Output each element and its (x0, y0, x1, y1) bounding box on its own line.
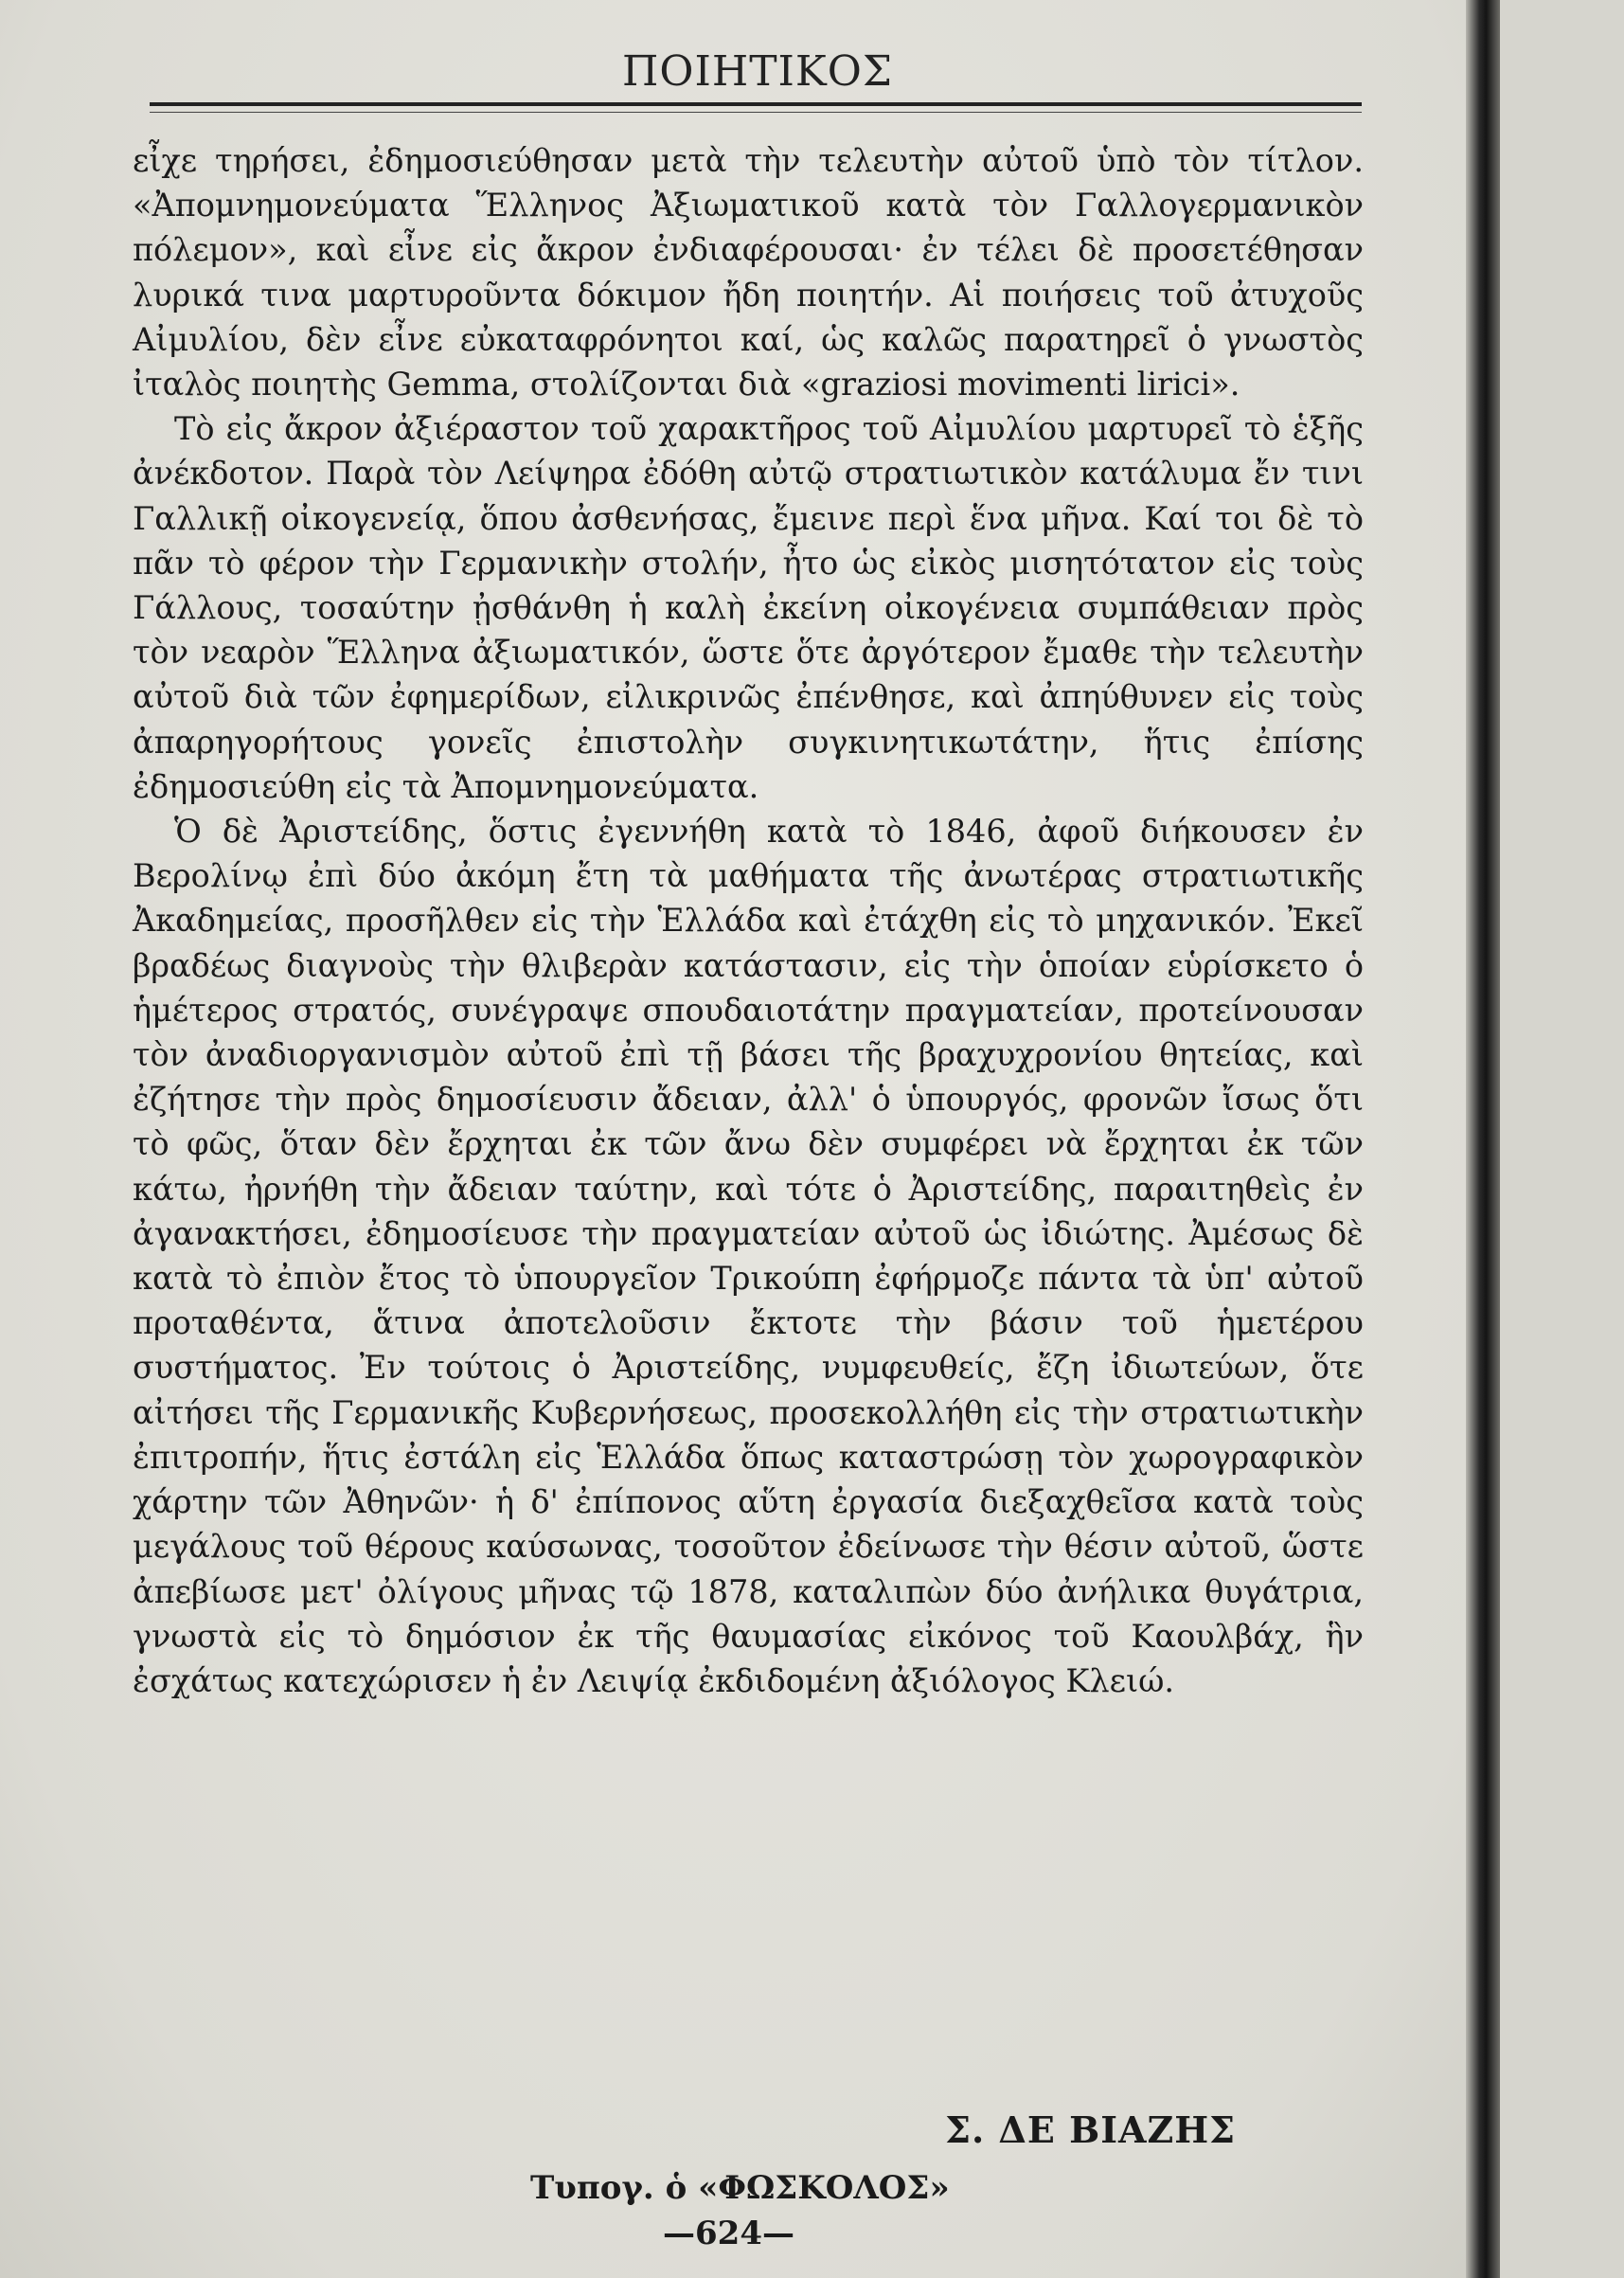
printer-imprint: Τυπογ. ὁ «ΦΩΣΚΟΛΟΣ» (530, 2169, 950, 2207)
book-binding-gutter (1466, 0, 1500, 2278)
body-text (133, 138, 1364, 1703)
adjacent-page-edge (1500, 0, 1624, 2278)
author-signature: Σ. ΔΕ ΒΙΑΖΗΣ (945, 2108, 1236, 2151)
page-number: —624— (663, 2215, 794, 2252)
paragraph-2: Τὸ εἰς ἄκρον ἀξιέραστον τοῦ χαρακτῆρος τοῦ Αἰμυλίου μαρτυρεῖ τὸ ἑξῆς ἀνέκδοτον. Παρὰ τὸν Λείψηρα ἐδόθη αὐτῷ στρατιωτικὸν κατάλυμα ἔν τινι Γαλλικῇ οἰκογενείᾳ, ὅπου ἀσθενήσας, ἔμεινε περὶ ἕνα μῆνα. Καί τοι δὲ τὸ πᾶν τὸ φέρον τὴν Γερμανικὴν στολήν, ἦτο ὡς εἰκὸς μισητότατον εἰς τοὺς Γάλλους, τοσαύτην ᾐσθάνθη ἡ καλὴ ἐκείνη οἰκογένεια συμπάθειαν πρὸς τὸν νεαρὸν Ἕλληνα ἀξιωματικόν, ὥστε ὅτε ἀργότερον ἔμαθε τὴν τελευτὴν αὐτοῦ διὰ τῶν ἐφημερίδων, εἰλικρινῶς ἐπένθησε, καὶ ἀπηύθυνεν εἰς τοὺς ἀπαρηγορήτους γονεῖς ἐπιστολὴν συγκινητικωτάτην, ἥτις ἐπίσης ἐδημοσιεύθη εἰς τὰ Ἀπομνημονεύματα. (133, 410, 1364, 805)
header-rule-thin (150, 112, 1362, 113)
header-rule (150, 102, 1362, 106)
running-head: ΠΟΙΗΤΙΚΟΣ (622, 47, 893, 96)
paragraph-1: εἶχε τηρήσει, ἐδημοσιεύθησαν μετὰ τὴν τελευτὴν αὐτοῦ ὑπὸ τὸν τίτλον. «Ἀπομνημονεύματα Ἕλληνος Ἀξιωματικοῦ κατὰ τὸν Γαλλογερμανικὸν πόλεμον», καὶ εἶνε εἰς ἄκρον ἐνδιαφέρουσαι· ἐν τέλει δὲ προσετέθησαν λυρικά τινα μαρτυροῦντα δόκιμον ἤδη ποιητήν. Αἱ ποιήσεις τοῦ ἀτυχοῦς Αἰμυλίου, δὲν εἶνε εὐκαταφρόνητοι καί, ὡς καλῶς παρατηρεῖ ὁ γνωστὸς ἰταλὸς ποιητὴς Gemma, στολίζονται διὰ «graziosi movimenti lirici». (133, 142, 1364, 404)
paragraph-3: Ὁ δὲ Ἀριστείδης, ὅστις ἐγεννήθη κατὰ τὸ 1846, ἀφοῦ διήκουσεν ἐν Βερολίνῳ ἐπὶ δύο ἀκόμη ἔτη τὰ μαθήματα τῆς ἀνωτέρας στρατιωτικῆς Ἀκαδημείας, προσῆλθεν εἰς τὴν Ἑλλάδα καὶ ἐτάχθη εἰς τὸ μηχανικόν. Ἐκεῖ βραδέως διαγνοὺς τὴν θλιβερὰν κατάστασιν, εἰς τὴν ὁποίαν εὑρίσκετο ὁ ἡμέτερος στρατός, συνέγραψε σπουδαιοτάτην πραγματείαν, προτείνουσαν τὸν ἀναδιοργανισμὸν αὐτοῦ ἐπὶ τῇ βάσει τῆς βραχυχρονίου θητείας, καὶ ἐζήτησε τὴν πρὸς δημοσίευσιν ἄδειαν, ἀλλ' ὁ ὑπουργός, φρονῶν ἴσως ὅτι τὸ φῶς, ὅταν δὲν ἔρχηται ἐκ τῶν ἄνω δὲν συμφέρει νὰ ἔρχηται ἐκ τῶν κάτω, ἠρνήθη τὴν ἄδειαν ταύτην, καὶ τότε ὁ Ἀριστείδης, παραιτηθεὶς ἐν ἀγανακτήσει, ἐδημοσίευσε τὴν πραγματείαν αὐτοῦ ὡς ἰδιώτης. Ἀμέσως δὲ κατὰ τὸ ἐπιὸν ἔτος τὸ ὑπουργεῖον Τρικούπη ἐφήρμοζε πάντα τὰ ὑπ' αὐτοῦ προταθέντα, ἅτινα ἀποτελοῦσιν ἔκτοτε τὴν βάσιν τοῦ ἡμετέρου συστήματος. Ἐν τούτοις ὁ Ἀριστείδης, νυμφευθείς, ἔζη ἰδιωτεύων, ὅτε αἰτήσει τῆς Γερμανικῆς Κυβερνήσεως, προσεκολλήθη εἰς τὴν στρατιωτικὴν ἐπιτροπήν, ἥτις ἐστάλη εἰς Ἑλλάδα ὅπως καταστρώσῃ τὸν χωρογραφικὸν χάρτην τῶν Ἀθηνῶν· ἡ δ' ἐπίπονος αὕτη ἐργασία διεξαχθεῖσα κατὰ τοὺς μεγάλους τοῦ θέρους καύσωνας, τοσοῦτον ἐδείνωσε τὴν θέσιν αὐτοῦ, ὥστε ἀπεβίωσε μετ' ὀλίγους μῆνας τῷ 1878, καταλιπὼν δύο ἀνήλικα θυγάτρια, γνωστὰ εἰς τὸ δημόσιον ἐκ τῆς θαυμασίας εἰκόνος τοῦ Καουλβάχ, ἣν ἐσχάτως κατεχώρισεν ἡ ἐν Λειψίᾳ ἐκδιδομένη ἀξιόλογος Κλειώ. (133, 813, 1364, 1699)
